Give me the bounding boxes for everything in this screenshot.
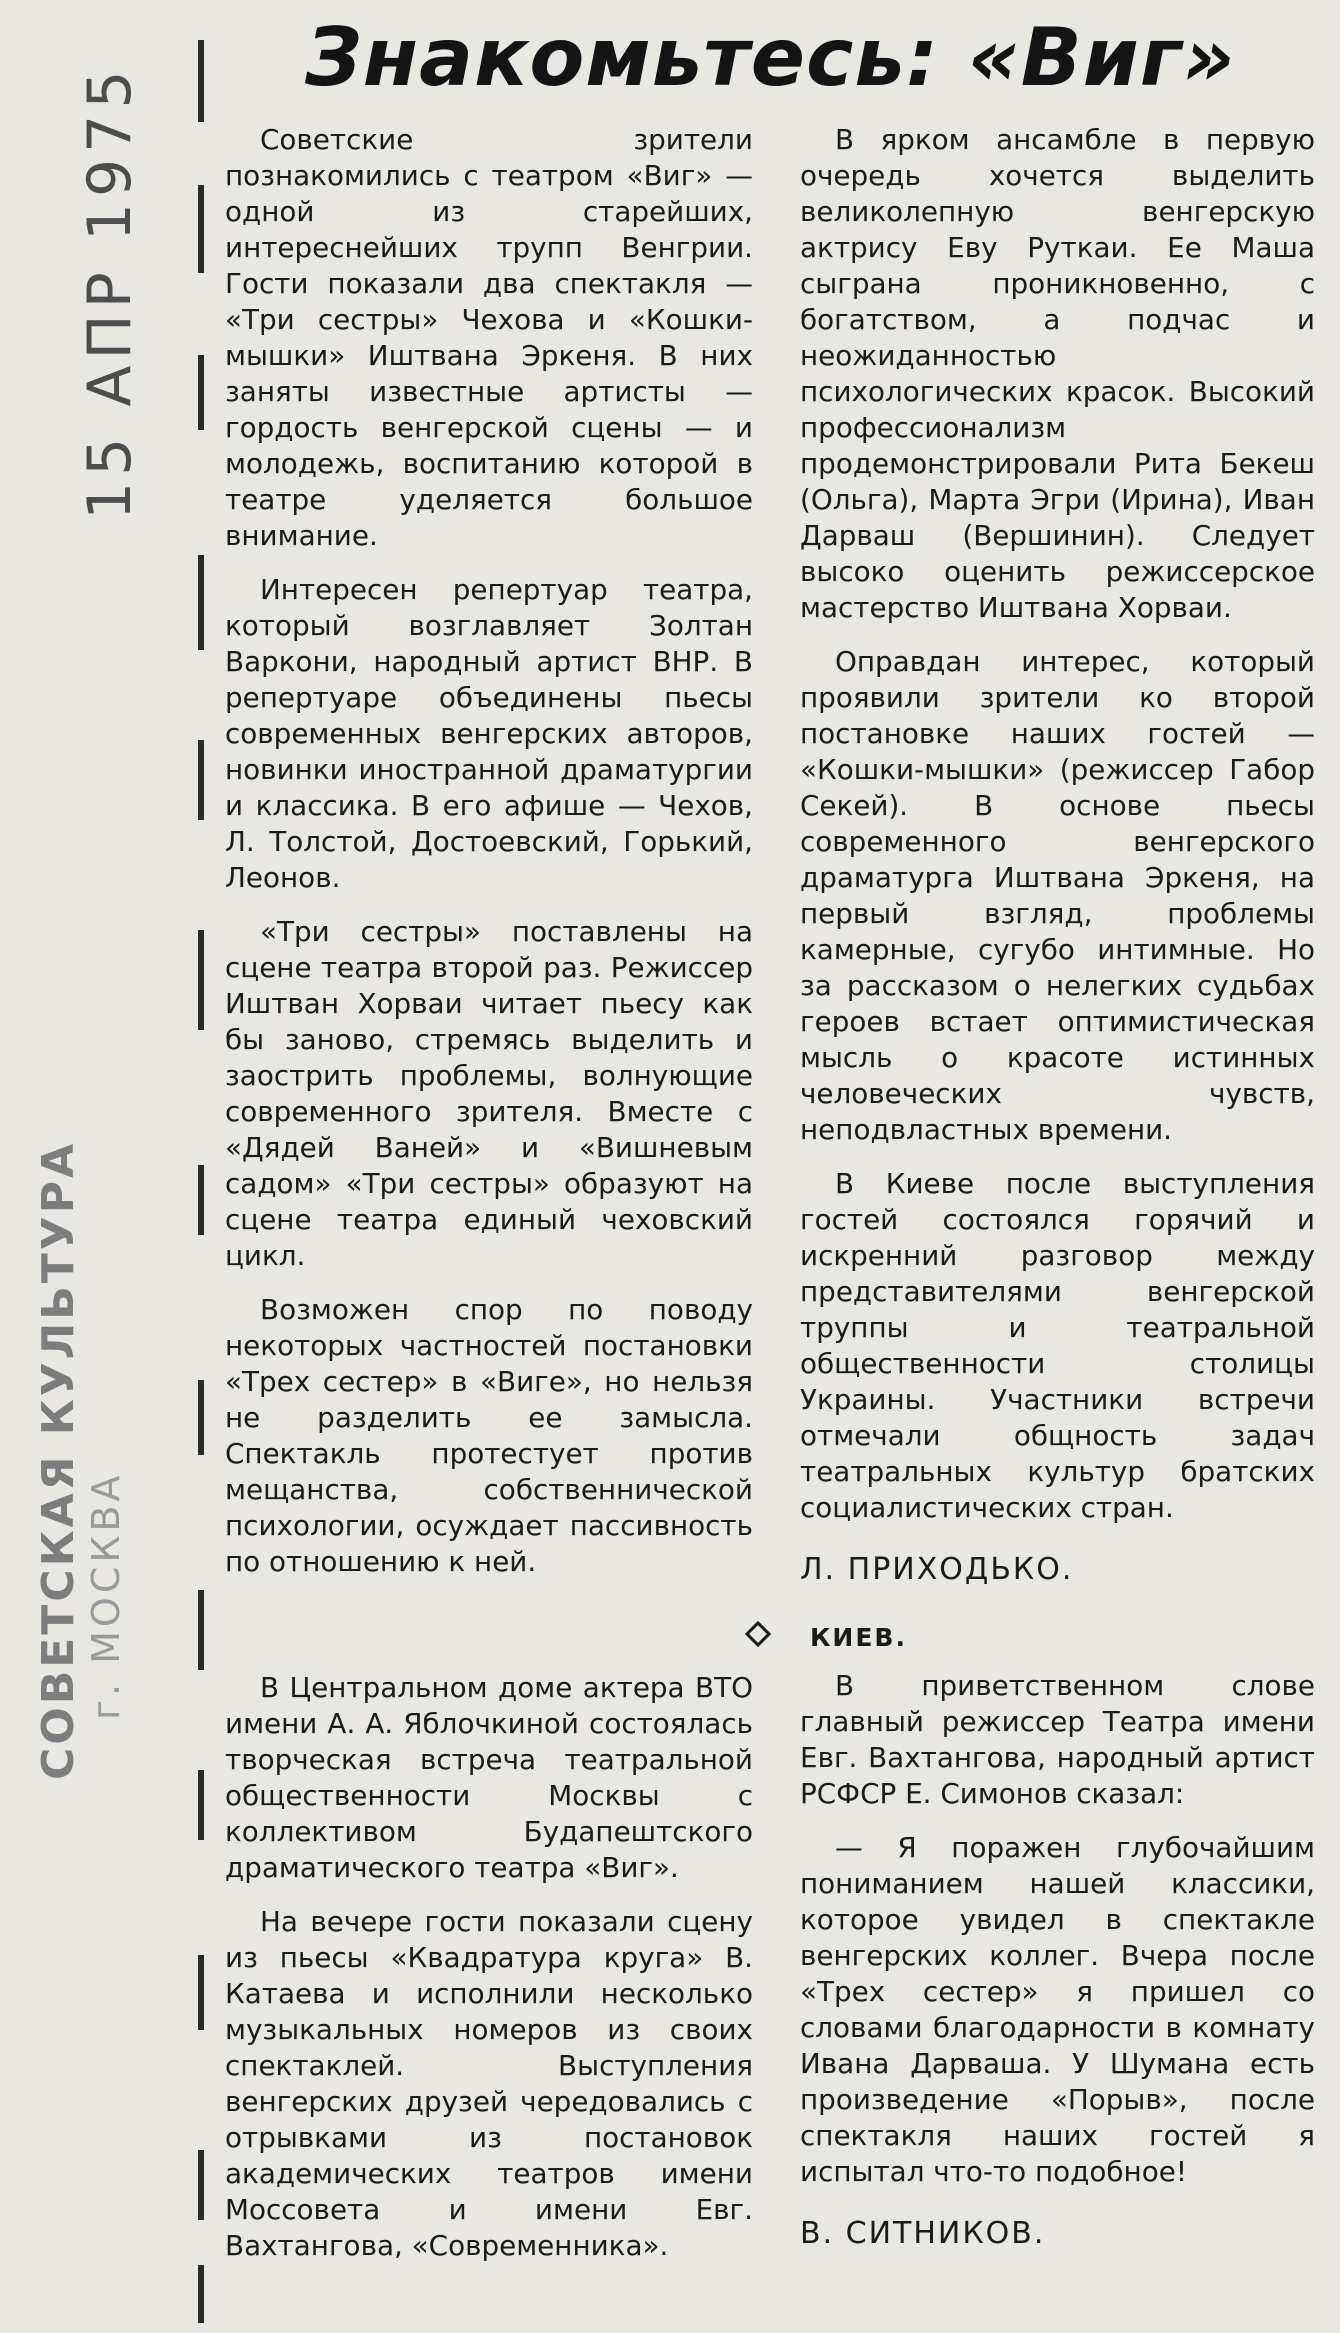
column-rule-left: [198, 1380, 204, 1455]
article-1-paragraph: Интересен репертуар театра, который возглавляет Золтан Варкони, народный артист ВНР. В репертуаре объединены пьесы современных венгерских авторов, новинки иностранной драматургии и классика. В его афише — Чехов, Л. Толстой, Достоевский, Горький, Леонов.: [225, 573, 753, 894]
column-rule-left: [198, 1590, 204, 1670]
column-rule-left: [198, 2150, 204, 2220]
column-rule-left: [198, 2265, 204, 2323]
article-2-left-column: [225, 1670, 753, 2282]
article-1-signature: Л. ПРИХОДЬКО.: [800, 1552, 1074, 1587]
headline: Знакомьтесь: «Виг»: [305, 11, 1236, 104]
source-newspaper-label: [20, 1140, 140, 1780]
column-rule-left: [198, 1165, 204, 1235]
article-1-right-column: [800, 122, 1315, 1656]
column-rule-left: [198, 930, 204, 1030]
article-1-city: КИЕВ.: [810, 1623, 907, 1652]
article-1-paragraph: В Киеве после выступления гостей состоялся горячий и искренний разговор между представителями венгерской труппы и театральной общественности столицы Украины. Участники встречи отмечали общность задач театральных культур братских социалистических стран.: [800, 1167, 1315, 1524]
column-rule-left: [198, 1955, 204, 2030]
section-divider-icon: [744, 1620, 772, 1648]
column-rule-left: [198, 740, 204, 820]
clipping-date-stamp: 15 АПР 1975: [75, 64, 145, 520]
article-1-paragraph: В ярком ансамбле в первую очередь хочется выделить великолепную венгерскую актрису Еву Руткаи. Ее Маша сыграна проникновенно, с богатством, а подчас и неожиданностью психологических красок. Высокий профессионализм продемонстрировали Рита Бекеш (Ольга), Марта Эгри (Ирина), Иван Дарваш (Вершинин). Следует высоко оценить режиссерское мастерство Иштвана Хорваи.: [800, 123, 1315, 624]
column-rule-left: [198, 355, 204, 430]
article-2-right-column: [800, 1668, 1315, 2270]
column-rule-left: [198, 40, 204, 122]
article-2-paragraph: — Я поражен глубочайшим пониманием нашей классики, которое увидел в спектакле венгерских коллег. Вчера после «Трех сестер» я пришел со словами благодарности в комнату Ивана Дарваша. У Шумана есть произведение «Порыв», после спектакля наших гостей я испытал что-то подобное!: [800, 1831, 1315, 2188]
article-1-paragraph: Советские зрители познакомились с театром «Виг» — одной из старейших, интереснейших трупп Венгрии. Гости показали два спектакля — «Три сестры» Чехова и «Кошки-мышки» Иштвана Эркеня. В них заняты известные артисты — гордость венгерской сцены — и молодежь, воспитанию которой в театре уделяется большое внимание.: [225, 123, 753, 552]
newspaper-name: СОВЕТСКАЯ КУЛЬТУРА: [32, 1140, 84, 1780]
newspaper-city: г. МОСКВА: [83, 1471, 128, 1720]
article-1-paragraph: Оправдан интерес, который проявили зрители ко второй постановке наших гостей — «Кошки-мышки» (режиссер Габор Секей). В основе пьесы современного венгерского драматурга Иштвана Эркеня, на первый взгляд, проблемы камерные, сугубо интимные. Но за рассказом о нелегких судьбах героев встает оптимистическая мысль о красоте истинных человеческих чувств, неподвластных времени.: [800, 645, 1315, 1146]
article-2-signature: В. СИТНИКОВ.: [800, 2216, 1046, 2251]
article-2-paragraph: На вечере гости показали сцену из пьесы «Квадратура круга» В. Катаева и исполнили несколько музыкальных номеров из своих спектаклей. Выступления венгерских друзей чередовались с отрывками из постановок академических театров имени Моссовета и имени Евг. Вахтангова, «Современника».: [225, 1905, 753, 2262]
column-rule-left: [198, 1770, 204, 1840]
column-rule-left: [198, 555, 204, 650]
article-2-paragraph: В приветственном слове главный режиссер Театра имени Евг. Вахтангова, народный артист РСФСР Е. Симонов сказал:: [800, 1669, 1315, 1810]
article-2-paragraph: В Центральном доме актера ВТО имени А. А. Яблочкиной состоялась творческая встреча театральной общественности Москвы с коллективом Будапештского драматического театра «Виг».: [225, 1671, 753, 1884]
article-1-paragraph: Возможен спор по поводу некоторых частностей постановки «Трех сестер» в «Виге», но нельзя не разделить ее замысла. Спектакль протестует против мещанства, собственнической психологии, осуждает пассивность по отношению к ней.: [225, 1293, 753, 1578]
column-rule-left: [198, 185, 204, 273]
article-1-left-column: [225, 122, 753, 1598]
article-1-paragraph: «Три сестры» поставлены на сцене театра второй раз. Режиссер Иштван Хорваи читает пьесу как бы заново, стремясь выделить и заострить проблемы, волнующие современного зрителя. Вместе с «Дядей Ваней» и «Вишневым садом» «Три сестры» образуют на сцене театра единый чеховский цикл.: [225, 915, 753, 1272]
